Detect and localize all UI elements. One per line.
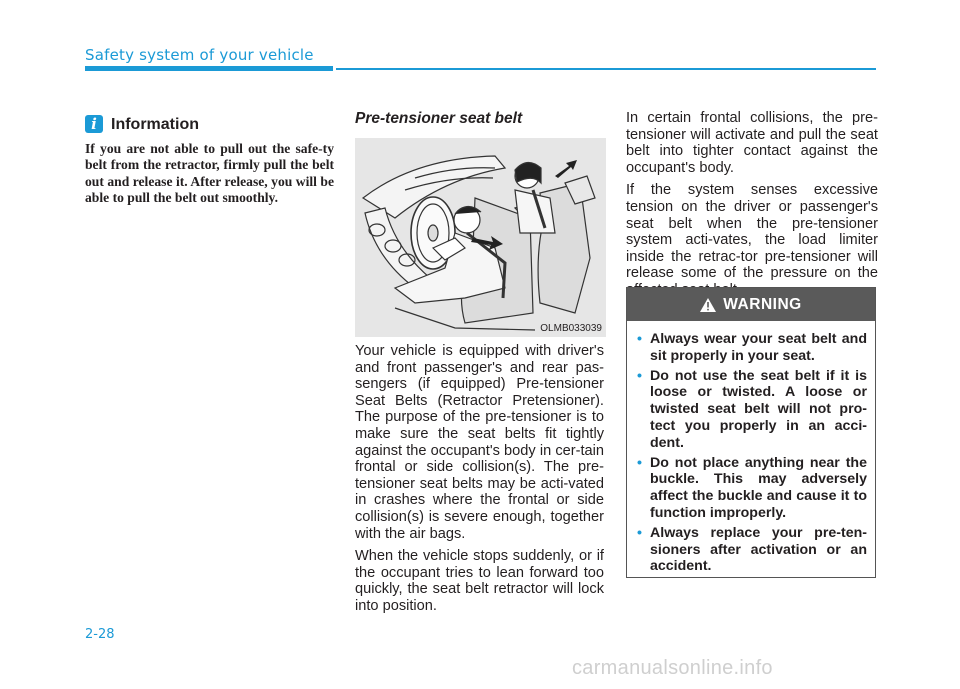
bullet-icon: • bbox=[637, 367, 642, 384]
paragraph: In certain frontal collisions, the pre-tensioner will activate and pull the seat belt into tighter contact against the occupant's body. bbox=[626, 110, 878, 176]
warning-box bbox=[626, 287, 876, 578]
header-rule bbox=[336, 68, 876, 70]
car-interior-drawing bbox=[355, 138, 606, 337]
page-number: 2-28 bbox=[85, 627, 115, 642]
header-accent-bar bbox=[85, 66, 333, 71]
info-body: If you are not able to pull out the safe-ty belt from the retractor, firmly pull the belt out and release it. After release, you will be able to pull the belt out smoothly. bbox=[85, 141, 334, 206]
warning-title: WARNING bbox=[723, 295, 802, 313]
warning-item bbox=[637, 331, 867, 365]
pretensioner-body bbox=[355, 343, 604, 621]
warning-item bbox=[637, 368, 867, 452]
info-icon: i bbox=[85, 115, 103, 133]
warning-header bbox=[627, 288, 875, 321]
bullet-icon: • bbox=[637, 331, 642, 347]
paragraph: If the system senses excessive tension on the driver or passenger's seat belt when the pre-tensioner system acti-vates, the load limiter inside the retrac-tor pre-tensioner will release some of the pressure on the bbox=[626, 182, 878, 282]
warning-item-text: Do not place anything near the buckle. This may adversely affect the buckle and cause it to function improperly. bbox=[650, 454, 867, 521]
paragraph: When the vehicle stops suddenly, or if the occupant tries to lean forward too quickly, the seat belt retractor will lock into position. bbox=[355, 548, 604, 614]
bullet-icon: • bbox=[637, 454, 642, 471]
load-limiter-body bbox=[626, 110, 878, 305]
watermark: carmanualsonline.info bbox=[572, 657, 773, 679]
figure-code: OLMB033039 bbox=[540, 323, 602, 334]
info-title: Information bbox=[111, 116, 199, 133]
pretensioner-illustration bbox=[355, 138, 606, 337]
section-title: Safety system of your vehicle bbox=[85, 46, 314, 64]
paragraph: Your vehicle is equipped with driver's and front passenger's and rear pas-sengers (if equipped) Pre-tensioner Seat Belts (Retractor Pretensioner). The purpose of the pre-tensioner is to make sure the seat belts fit tightly against the occupant's body in cer-tain frontal or side collision(s). The pre-tensioner seat belts may be acti-vated in crashes where the frontal or side collision(s) is severe enough, together with the air bags. bbox=[355, 343, 604, 542]
warning-item bbox=[637, 525, 867, 575]
warning-triangle-icon bbox=[700, 298, 716, 312]
warning-item-text: Always replace your pre-ten-sioners after activation or an accident. bbox=[650, 524, 867, 575]
bullet-icon: • bbox=[637, 524, 642, 541]
warning-item-text: Do not use the seat belt if it is loose or twisted. A loose or twisted seat belt will not pro-tect you properly in an acci-dent. bbox=[650, 367, 867, 451]
warning-list bbox=[627, 321, 875, 575]
warning-item-text: Always wear your seat belt and sit properly in your seat. bbox=[650, 331, 867, 364]
warning-item bbox=[637, 455, 867, 522]
pretensioner-heading: Pre-tensioner seat belt bbox=[355, 110, 523, 127]
